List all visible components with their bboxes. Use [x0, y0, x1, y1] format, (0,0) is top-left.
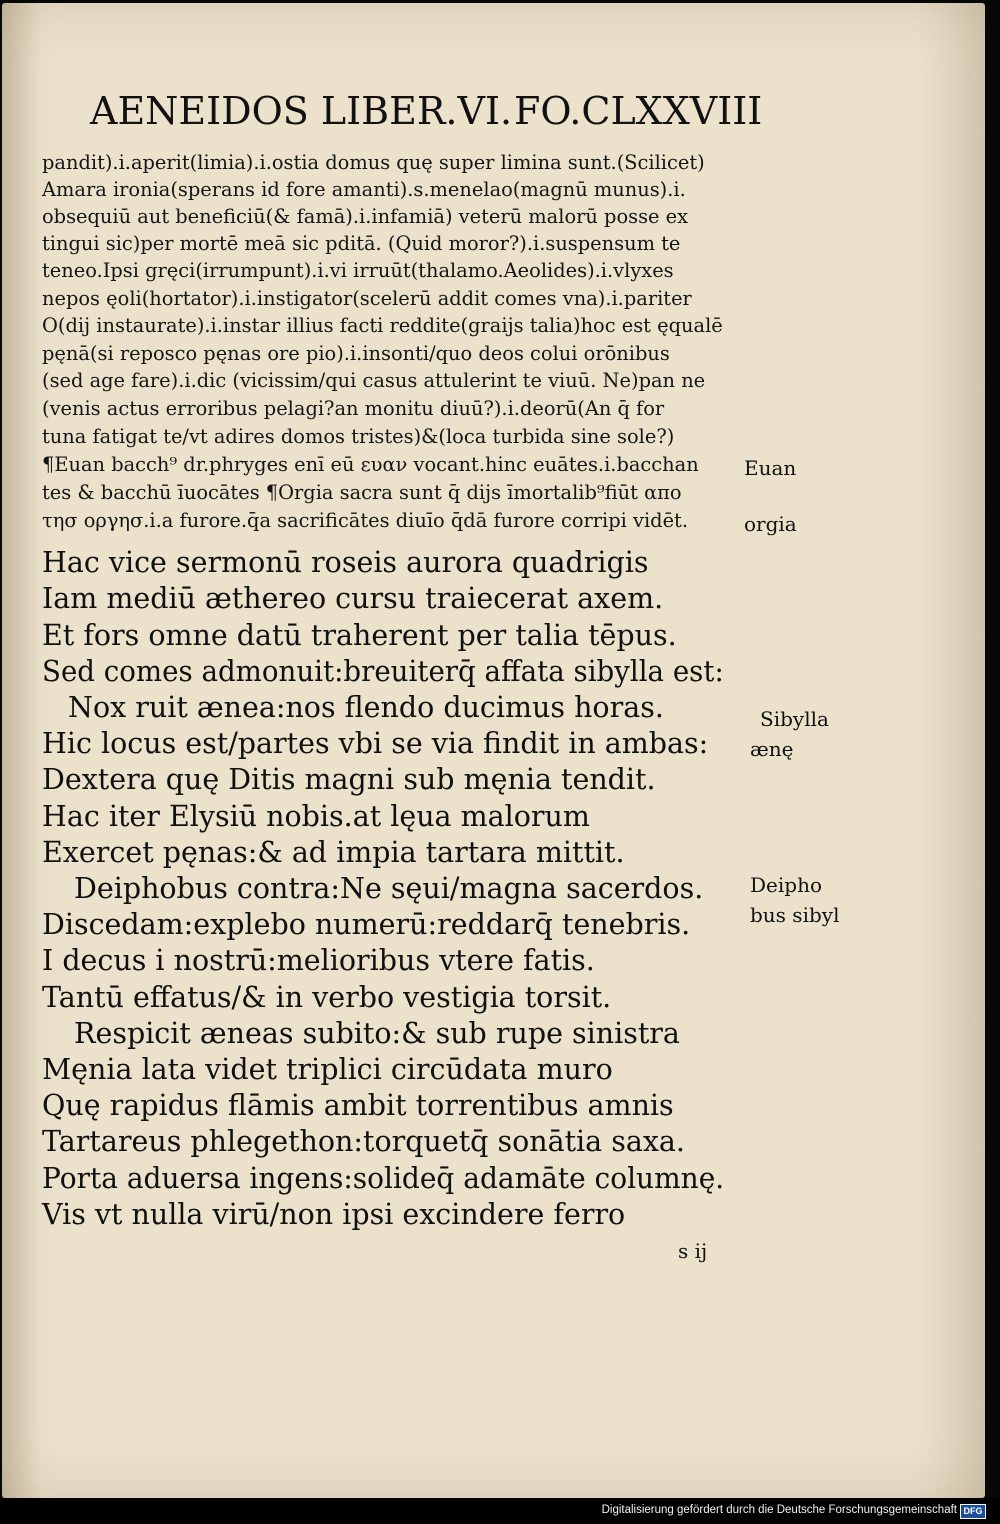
commentary-line: O(dij instaurate).i.instar illius facti reddite(graijs talia)hoc est ęqualē	[42, 314, 723, 337]
gutter-shadow	[2, 3, 42, 1498]
book-page	[2, 3, 985, 1498]
commentary-line: tes & bacchū īuocātes ¶Orgia sacra sunt q̄ dijs īmortalib⁹fiūt απο	[42, 481, 682, 504]
verse-line: Męnia lata videt triplici circūdata muro	[42, 1053, 613, 1086]
verse-line: Et fors omne datū traherent per talia tēpus.	[42, 619, 677, 652]
commentary-line: (venis actus erroribus pelagi?an monitu diuū?).i.deorū(An q̄ for	[42, 397, 665, 420]
commentary-line: tuna fatigat te/vt adires domos tristes)&(loca turbida sine sole?)	[42, 425, 675, 448]
commentary-line: τησ οργησ.i.a furore.q̄a sacrificātes diuīo q̄dā furore corripi vidēt.	[42, 509, 689, 532]
commentary-line: pęnā(si reposco pęnas ore pio).i.insonti/quo deos colui orōnibus	[42, 342, 670, 365]
verse-line: I decus i nostrū:melioribus vtere fatis.	[42, 944, 595, 977]
dfg-logo: DFG	[960, 1504, 986, 1519]
verse-line: Nox ruit ænea:nos flendo ducimus horas.	[68, 691, 664, 724]
commentary-line: teneo.Ipsi gręci(irrumpunt).i.vi irruūt(thalamo.Aeolides).i.vlyxes	[42, 259, 674, 282]
edge-shadow	[915, 3, 985, 1498]
verse-line: Sed comes admonuit:breuiterq̄ affata sibylla est:	[42, 655, 724, 688]
verse-line: Porta aduersa ingens:solideq̄ adamāte columnę.	[42, 1162, 725, 1195]
commentary-line: ¶Euan bacch⁹ dr.phryges enī eū ευαν vocant.hinc euātes.i.bacchan	[42, 453, 699, 476]
verse-line: Discedam:explebo numerū:reddarq̄ tenebris.	[42, 908, 691, 941]
marginal-note: orgia	[744, 512, 797, 536]
funding-credit: Digitalisierung gefördert durch die Deutsche Forschungsgemeinschaft	[601, 1504, 957, 1516]
verse-line: Hac iter Elysiū nobis.at lęua malorum	[42, 800, 590, 833]
verse-line: Iam mediū æthereo cursu traiecerat axem.	[42, 582, 664, 615]
marginal-note: Deipho	[750, 873, 822, 897]
verse-line: Quę rapidus flāmis ambit torrentibus amnis	[42, 1089, 674, 1122]
verse-line: Tartareus phlegethon:torquetq̄ sonātia saxa.	[42, 1125, 685, 1158]
verse-line: Hic locus est/partes vbi se via findit in ambas:	[42, 727, 709, 760]
running-title: AENEIDOS LIBER.VI.	[90, 89, 513, 133]
verse-line: Deiphobus contra:Ne sęui/magna sacerdos.	[74, 872, 704, 905]
commentary-line: pandit).i.aperit(limia).i.ostia domus quę super limina sunt.(Scilicet)	[42, 151, 705, 174]
commentary-line: Amara ironia(sperans id fore amanti).s.menelao(magnū munus).i.	[42, 178, 686, 201]
commentary-line: (sed age fare).i.dic (vicissim/qui casus attulerint te viuū. Ne)pan ne	[42, 369, 706, 392]
marginal-note: bus sibyl	[750, 903, 840, 927]
marginal-note: Euan	[744, 456, 797, 480]
commentary-line: tingui sic)per mortē meā sic pditā. (Quid moror?).i.suspensum te	[42, 232, 681, 255]
verse-line: Exercet pęnas:& ad impia tartara mittit.	[42, 836, 625, 869]
footer-bar	[0, 1498, 1000, 1524]
signature-mark: s ij	[678, 1239, 708, 1263]
marginal-note: ænę	[750, 737, 794, 761]
verse-line: Dextera quę Ditis magni sub męnia tendit.	[42, 763, 656, 796]
verse-line: Hac vice sermonū roseis aurora quadrigis	[42, 546, 649, 579]
verse-line: Vis vt nulla virū/non ipsi excindere ferro	[42, 1198, 626, 1231]
marginal-note: Sibylla	[760, 707, 829, 731]
commentary-line: obsequiū aut beneficiū(& famā).i.infamiā) veterū malorū posse ex	[42, 205, 689, 228]
verse-line: Tantū effatus/& in verbo vestigia torsit.	[42, 981, 612, 1014]
verse-line: Respicit æneas subito:& sub rupe sinistra	[74, 1017, 680, 1050]
commentary-line: nepos ęoli(hortator).i.instigator(scelerū addit comes vna).i.pariter	[42, 287, 692, 310]
folio-number: FO.CLXXVIII	[514, 89, 763, 133]
